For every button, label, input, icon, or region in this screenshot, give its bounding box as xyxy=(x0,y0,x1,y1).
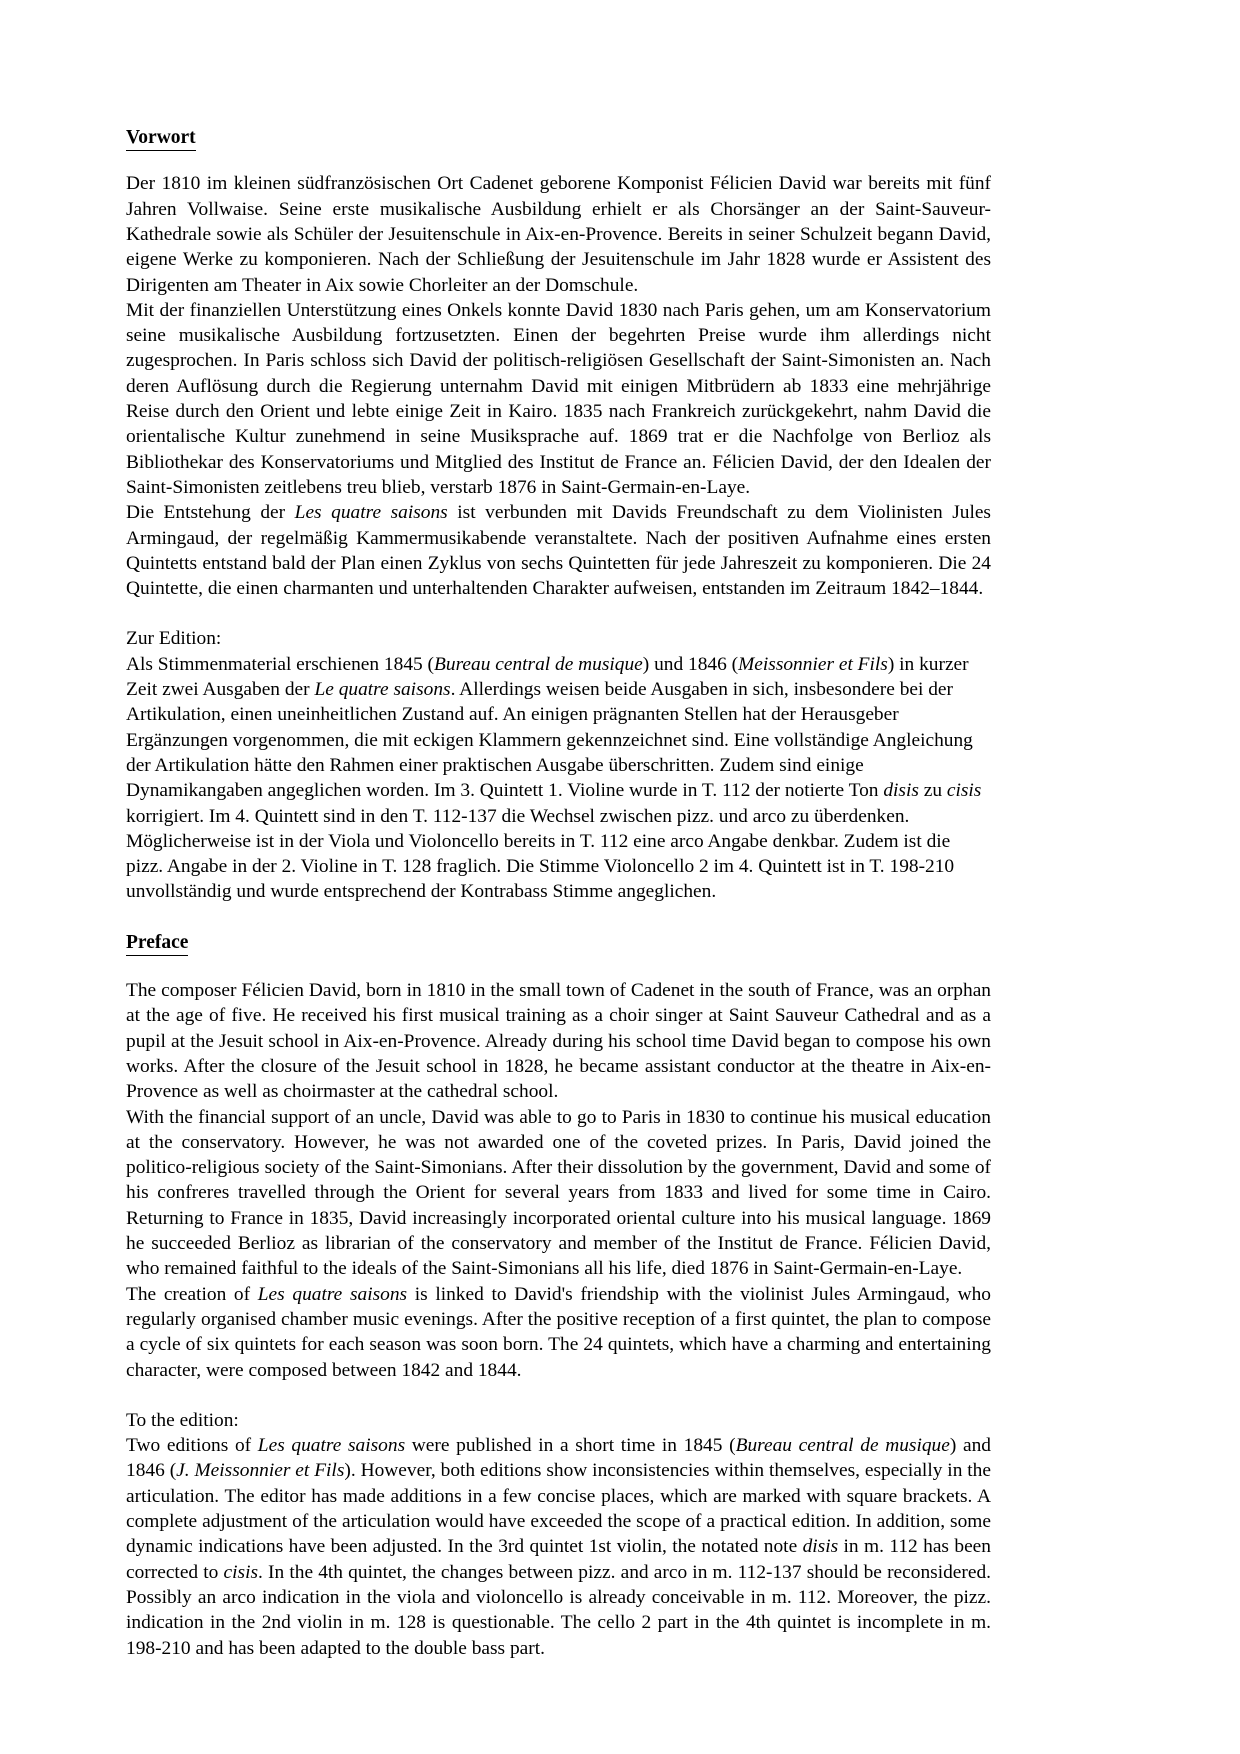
to-the-edition-seg-1: Two editions of xyxy=(126,1435,258,1457)
spacer-before-preface xyxy=(126,905,991,931)
work-title-les-quatre-saisons-en: Les quatre saisons xyxy=(257,1283,408,1305)
preface-paragraph-2-text: With the financial support of an uncle, David was able to go to Paris in 1830 to continue his musical education at the conservatory. However, he was not awarded one of the coveted prizes. In Paris, David joined the politico-religious society of the Saint-Simonians. After their dissolution by the government, David and some of his confreres travelled through the Orient for several years from 1833 and lived for some time in Cairo. Returning to France in 1835, David increasingly incorporated oriental culture into his musical language. 1869 he succeeded Berlioz as librarian of the conservatory and member of the Institut de France. Félicien David, who remained faithful to the ideals of the Saint-Simonians all his life, died 1876 in Saint-Germain-en-Laye. xyxy=(126,1106,991,1280)
note-name-cisis-en: cisis xyxy=(223,1561,259,1583)
publisher-meissonnier-et-fils: Meissonnier et Fils xyxy=(738,653,888,675)
zur-edition-seg-2: ) und 1846 ( xyxy=(642,653,739,675)
preface-paragraph-2 xyxy=(126,1105,991,1282)
zur-edition-seg-4: . Allerdings weisen beide Ausgaben in sich, insbesondere bei der Artikulation, einen uneinheitlichen Zustand auf. An einigen prägnanten Stellen hat der Herausgeber Ergänzungen vorgenommen, die mit eckigen Klammern gekennzeichnet sind. Eine vollständige Angleichung der Artikulation hätte den Rahmen einer praktischen Ausgabe überschritten. Zudem sind einige Dynamikangaben angeglichen worden. Im 3. Quintett 1. Violine wurde in T. 112 der notierte Ton xyxy=(126,679,973,802)
zur-edition-seg-5: zu xyxy=(918,780,947,802)
to-the-edition-seg-5: in m. 112 has been corrected to xyxy=(126,1536,991,1583)
preface-paragraph-1-text: The composer Félicien David, born in 1810 in the small town of Cadenet in the south of France, was an orphan at the age of five. He received his first musical training as a choir singer at Saint Sauveur Cathedral and as a pupil at the Jesuit school in Aix-en-Provence. Already during his school time David began to compose his own works. After the closure of the Jesuit school in 1828, he became assistant conductor at the theatre in Aix-en-Provence as well as choirmaster at the cathedral school. xyxy=(126,980,991,1103)
vorwort-p3-before-title: Die Entstehung der xyxy=(126,502,295,524)
note-name-disis-de: disis xyxy=(883,780,919,802)
work-title-le-quatre-saisons: Le quatre saisons xyxy=(314,679,451,701)
publisher-bureau-central-de-musique: Bureau central de musique xyxy=(434,653,643,675)
vorwort-p3-after-title: ist verbunden mit Davids Freundschaft zu dem Violinisten Jules Armingaud, der regelmäßig Kammermusikabende veranstaltete. Nach der positiven Aufnahme eines ersten Quintetts entstand bald der Plan einen Zyklus von sechs Quintetten für jede Jahreszeit zu komponieren. Die 24 Quintette, die einen charmanten und unterhaltenden Charakter aufweisen, entstanden im Zeitraum 1842–1844. xyxy=(126,502,991,600)
preface-paragraph-3 xyxy=(126,1282,991,1383)
heading-vorwort: Vorwort xyxy=(126,126,196,151)
zur-edition-seg-6: korrigiert. Im 4. Quintett sind in den T. 112-137 die Wechsel zwischen pizz. und arco zu überdenken. Möglicherweise ist in der Viola und Violoncello bereits in T. 112 eine arco Angabe denkbar. Zudem ist die pizz. Angabe in der 2. Violine in T. 128 fraglich. Die Stimme Violoncello 2 im 4. Quintett ist in T. 198-210 unvollständig und wurde entsprechend der Kontrabass Stimme angeglichen. xyxy=(126,805,955,903)
page-content xyxy=(126,126,991,1661)
to-the-edition-paragraph xyxy=(126,1433,991,1661)
to-the-edition-seg-3: ) and 1846 ( xyxy=(126,1435,991,1482)
to-the-edition-heading: To the edition: xyxy=(126,1409,239,1431)
publisher-j-meissonnier-et-fils: J. Meissonnier et Fils xyxy=(176,1460,345,1482)
zur-edition-seg-1: Als Stimmenmaterial erschienen 1845 ( xyxy=(126,653,435,675)
publisher-bureau-central-de-musique-en: Bureau central de musique xyxy=(735,1435,950,1457)
zur-edition-heading: Zur Edition: xyxy=(126,628,222,650)
note-name-disis-en: disis xyxy=(802,1536,839,1558)
vorwort-paragraph-2 xyxy=(126,298,991,500)
work-title-les-quatre-saisons-edition-en: Les quatre saisons xyxy=(257,1435,406,1457)
spacer-before-zur-edition xyxy=(126,601,991,626)
vorwort-paragraph-3 xyxy=(126,500,991,601)
vorwort-paragraph-1-text: Der 1810 im kleinen südfranzösischen Ort Cadenet geborene Komponist Félicien David war bereits mit fünf Jahren Vollwaise. Seine erste musikalische Ausbildung erhielt er als Chorsänger an der Saint-Sauveur-Kathedrale sowie als Schüler der Jesuitenschule in Aix-en-Provence. Bereits in seiner Schulzeit begann David, eigene Werke zu komponieren. Nach der Schließung der Jesuitenschule im Jahr 1828 wurde er Assistent des Dirigenten am Theater in Aix sowie Chorleiter an der Domschule. xyxy=(126,173,991,296)
vorwort-paragraph-2-text: Mit der finanziellen Unterstützung eines Onkels konnte David 1830 nach Paris gehen, um am Konservatorium seine musikalische Ausbildung fortzusetzten. Einen der begehrten Preise wurde ihm allerdings nicht zugesprochen. In Paris schloss sich David der politisch-religiösen Gesellschaft der Saint-Simonisten an. Nach deren Auflösung durch die Regierung unternahm David mit einigen Mitbrüdern ab 1833 eine mehrjährige Reise durch den Orient und lebte einige Zeit in Kairo. 1835 nach Frankreich zurückgekehrt, nahm David die orientalische Kultur zunehmend in seine Musiksprache auf. 1869 trat er die Nachfolge von Berlioz als Bibliothekar des Konservatoriums und Mitglied des Institut de France an. Félicien David, der den Idealen der Saint-Simonisten zeitlebens treu blieb, verstarb 1876 in Saint-Germain-en-Laye. xyxy=(126,299,991,498)
note-name-cisis-de: cisis xyxy=(946,780,982,802)
section-preface-heading-wrapper xyxy=(126,931,991,976)
to-the-edition-seg-2: were published in a short time in 1845 ( xyxy=(405,1435,736,1457)
work-title-les-quatre-saisons: Les quatre saisons xyxy=(294,502,448,524)
preface-p3-after-title: is linked to David's friendship with the violinist Jules Armingaud, who regularly organised chamber music evenings. After the positive reception of a first quintet, the plan to compose a cycle of six quintets for each season was soon born. The 24 quintets, which have a charming and entertaining character, were composed between 1842 and 1844. xyxy=(126,1283,991,1381)
zur-edition-paragraph xyxy=(126,652,991,905)
preface-p3-before-title: The creation of xyxy=(126,1283,258,1305)
section-vorwort-heading-wrapper xyxy=(126,126,991,171)
to-the-edition-seg-4: ). However, both editions show inconsistencies within themselves, especially in the articulation. The editor has made additions in a few concise places, which are marked with square brackets. A complete adjustment of the articulation would have exceeded the scope of a practical edition. In addition, some dynamic indications have been adjusted. In the 3rd quintet 1st violin, the notated note xyxy=(126,1460,991,1558)
vorwort-paragraph-1 xyxy=(126,171,991,297)
heading-preface: Preface xyxy=(126,931,188,956)
spacer-before-to-the-edition xyxy=(126,1383,991,1408)
preface-paragraph-1 xyxy=(126,978,991,1104)
to-the-edition-seg-6: . In the 4th quintet, the changes between pizz. and arco in m. 112-137 should be reconsidered. Possibly an arco indication in the viola and violoncello is already conceivable in m. 112. Moreover, the pizz. indication in the 2nd violin in m. 128 is questionable. The cello 2 part in the 4th quintet is incomplete in m. 198-210 and has been adapted to the double bass part. xyxy=(126,1561,991,1659)
zur-edition-seg-3: ) in kurzer Zeit zwei Ausgaben der xyxy=(126,653,969,701)
